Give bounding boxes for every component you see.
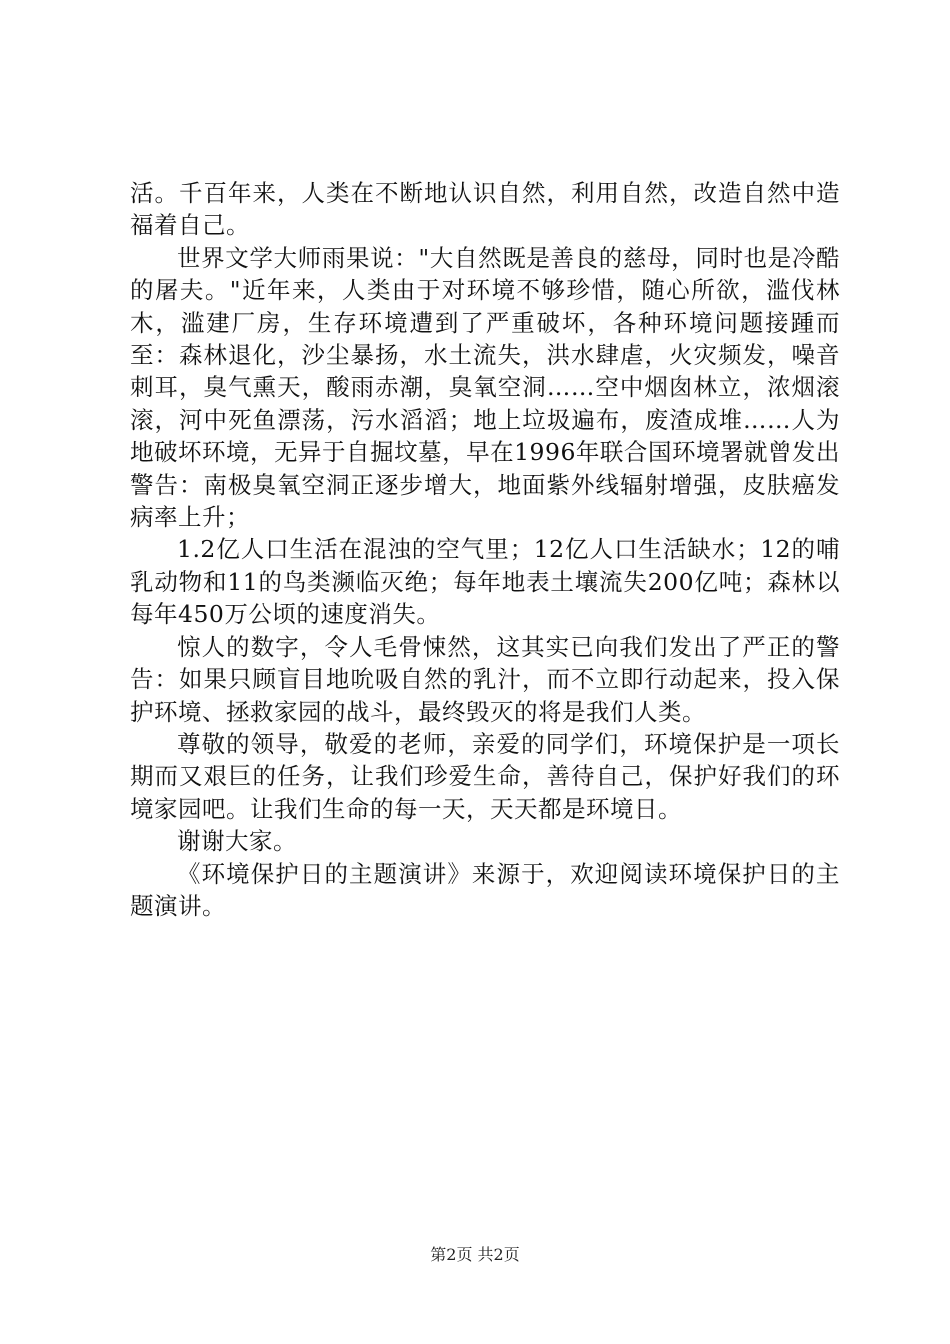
page-number-footer: 第2页 共2页 <box>430 1245 520 1264</box>
paragraph-hugo-quote: 世界文学大师雨果说："大自然既是善良的慈母，同时也是冷酷的屠夫。"近年来，人类由于对环境不够珍惜，随心所欲，滥伐林木，滥建厂房，生存环境遭到了严重破坏，各种环境问题接踵而至：森林退化，沙尘暴扬，水土流失，洪水肆虐，火灾频发，噪音刺耳，臭气熏天，酸雨赤潮，臭氧空洞……空中烟囱林立，浓烟滚滚，河中死鱼漂荡，污水滔滔；地上垃圾遍布，废渣成堆……人为地破坏环境，无异于自掘坟墓，早在1996年联合国环境署就曾发出警告：南极臭氧空洞正逐步增大，地面紫外线辐射增强，皮肤癌发病率上升； <box>130 243 840 532</box>
document-body <box>130 177 840 922</box>
paragraph-warning: 惊人的数字，令人毛骨悚然，这其实已向我们发出了严正的警告：如果只顾盲目地吮吸自然的乳汁，而不立即行动起来，投入保护环境、拯救家园的战斗，最终毁灭的将是我们人类。 <box>130 632 840 726</box>
paragraph-appeal: 尊敬的领导，敬爱的老师，亲爱的同学们，环境保护是一项长期而又艰巨的任务，让我们珍爱生命，善待自己，保护好我们的环境家园吧。让我们生命的每一天，天天都是环境日。 <box>130 729 840 823</box>
paragraph-source-note: 《环境保护日的主题演讲》来源于，欢迎阅读环境保护日的主题演讲。 <box>130 859 840 920</box>
paragraph-statistics: 1.2亿人口生活在混浊的空气里；12亿人口生活缺水；12的哺乳动物和11的鸟类濒临灭绝；每年地表土壤流失200亿吨；森林以每年450万公顷的速度消失。 <box>130 535 840 629</box>
paragraph-thanks: 谢谢大家。 <box>177 827 297 856</box>
paragraph-continuation: 活。千百年来，人类在不断地认识自然，利用自然，改造自然中造福着自己。 <box>130 179 840 240</box>
